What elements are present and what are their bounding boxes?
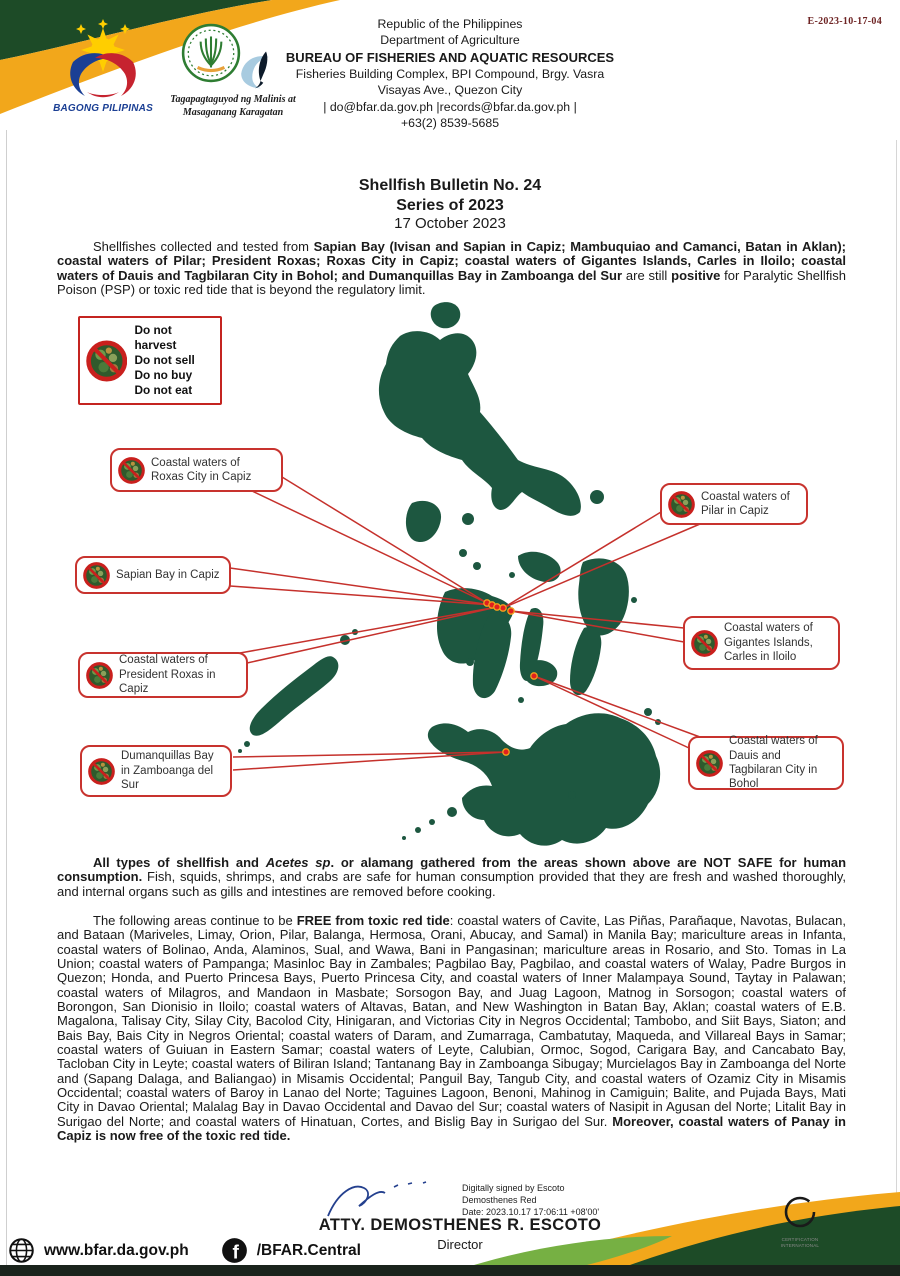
legend-line-eat: Do not eat — [134, 383, 193, 398]
signatory-role: Director — [437, 1237, 483, 1252]
map-callout-roxas-city-capiz — [110, 448, 283, 492]
callout-label: Coastal waters of President Roxas in Capiz — [119, 654, 216, 696]
footer-facebook: /BFAR.Central — [256, 1241, 361, 1259]
legend-line-harvest: Do not harvest — [134, 323, 177, 353]
map-callout-sapian-bay-capiz — [75, 556, 231, 594]
no-shellfish-icon — [668, 491, 695, 518]
globe-icon — [8, 1237, 35, 1264]
letterhead-department: Department of Agriculture — [380, 33, 520, 48]
facebook-icon — [221, 1237, 248, 1264]
footer-contact-bar — [8, 1237, 361, 1264]
callout-label: Coastal waters of Roxas City in Capiz — [151, 456, 252, 483]
callout-label: Coastal waters of Gigantes Islands, Carles in Iloilo — [724, 622, 813, 664]
bulletin-date: 17 October 2023 — [394, 215, 506, 233]
bagong-pilipinas-caption: BAGONG PILIPINAS — [53, 103, 153, 114]
paragraph-safety-advice: All types of shellfish and Acetes sp. or alamang gathered from the areas shown above are NOT SAFE for human consumption. Fish, squids, shrimps, and crabs are safe for human consumption provided that they are fresh and washed thoroughly, and internal organs such as gills and intestines are removed before cooking. — [57, 855, 847, 899]
letterhead-address-2: Visayas Ave., Quezon City — [377, 83, 523, 98]
map-callout-pilar-capiz — [660, 483, 808, 525]
no-shellfish-icon — [86, 340, 127, 382]
letterhead-phone: +63(2) 8539-5685 — [400, 116, 500, 130]
da-logo-caption: Tagapagtaguyod ng Malinis at Masaganang Karagatan — [170, 94, 296, 118]
paragraph-free-areas: The following areas continue to be FREE from toxic red tide: coastal waters of Cavite, Las Piñas, Parañaque, Navotas, Bulacan, and Bataan (Mariveles, Limay, Orion, Pilar, Balanga, Hermosa, Orani, Abucay, and Samal) in Manila Bay; mariculture areas in Infanta, coastal waters of Bolinao, Anda, Alaminos, Sual, and Wawa, Bani in Pangasinan; mariculture areas in Rosario, and Sto. Tomas in La Union; coastal waters of Pampanga; Masinloc Bay in Zambales; Pagbilao Bay, Pagbilao, and coastal waters of Walay, Padre Burgos in Quezon; Honda, and Puerto Princesa Bays, Puerto Princesa City, and coastal waters of Inner Malampaya Sound, Taytay in Palawan; coastal waters of Milagros, and Mandaon in Masbate; Sorsogon Bay, and Juag Lagoon, Matnog in Sorsogon; coastal waters of Borongon, San Dionisio in Iloilo; coastal waters of Altavas, Batan, and New Washington in Batan Bay, Aklan; coastal waters of E.B. Magalona, Talisay City, Silay City, Bacolod City, Hinigaran, and Victorias City in Negros Occidental; Tambobo, and Siit Bays, Siaton; and Bais Bay, Bais City in Negros Oriental; coastal waters of Daram, and Zumarraga, Cambatutay, Maqueda, and Villareal Bays in Samar; coastal waters of Guiuan in Eastern Samar; coastal waters of Leyte, Calubian, Ormoc, Sogod, Carigara Bay, and Cancabato Bay, Tacloban City in Leyte; coastal waters of Biliran Island; Tantanang Bay in Zamboanga Sibugay; Murcielagos Bay in Zamboanga del Norte and (Sapang Dalaga, and Baliangao) in Misamis Occidental; Panguil Bay, Tangub City, and coastal waters of Ozamiz City in Misamis Occidental; coastal waters of Baroy in Lanao del Norte; Taguines Lagoon, Benoni, Mahinog in Camiguin; Balite, and Pujada Bays, Mati City in Davao Oriental; Malalag Bay in Davao Occidental and Davao del Sur; coastal waters of Nasipit in Agusan del Norte; Litalit Bay in Surigao del Norte; and coastal waters of Hinatuan, Cortes, and Bislig Bay in Surigao del Sur. Moreover, coastal waters of Panay in Capiz is now free of the toxic red tide. — [57, 913, 846, 1144]
no-shellfish-icon — [696, 750, 723, 777]
map-callout-dumanquillas-zamboanga — [80, 745, 232, 797]
certification-caption-2: INTERNATIONAL — [780, 1242, 820, 1248]
document-reference-number: E-2023-10-17-04 — [807, 16, 882, 27]
paragraph-positive-areas: Shellfishes collected and tested from Sapian Bay (Ivisan and Sapian in Capiz; Mambuquiao and Camanci, Batan in Aklan); coastal waters of Pilar; President Roxas; Roxas City in Capiz; coastal waters of Gigantes Islands, Carles in Iloilo; coastal waters of Dauis and Tagbilaran City in Bohol; and Dumanquillas Bay in Zamboanga del Sur are still positive for Paralytic Shellfish Poison (PSP) or toxic red tide that is beyond the regulatory limit. — [57, 239, 846, 298]
map-callout-dauis-tagbilaran-bohol — [688, 736, 844, 790]
letterhead-bureau: BUREAU OF FISHERIES AND AQUATIC RESOURCES — [285, 49, 615, 65]
no-shellfish-icon — [691, 630, 718, 657]
certification-logo — [772, 1194, 828, 1249]
warning-legend-box — [78, 316, 222, 405]
callout-label: Sapian Bay in Capiz — [116, 568, 220, 581]
certification-ring-icon — [780, 1194, 820, 1232]
digital-signature-line3: Date: 2023.10.17 17:06:11 +08'00' — [462, 1206, 600, 1217]
legend-line-sell: Do not sell — [134, 353, 195, 368]
digital-signature-line2: Demosthenes Red — [462, 1194, 537, 1205]
callout-label: Dumanquillas Bay in Zamboanga del Sur — [121, 750, 214, 792]
footer-website: www.bfar.da.gov.ph — [44, 1241, 189, 1259]
signatory-name: ATTY. DEMOSTHENES R. ESCOTO — [318, 1216, 602, 1234]
map-callout-president-roxas-capiz — [78, 652, 248, 698]
bulletin-title: Shellfish Bulletin No. 24 — [358, 177, 542, 194]
callout-label: Coastal waters of Dauis and Tagbilaran City in Bohol — [729, 735, 818, 791]
no-shellfish-icon — [83, 562, 110, 589]
letterhead-republic: Republic of the Philippines — [377, 17, 523, 31]
letterhead-emails: | do@bfar.da.gov.ph |records@bfar.da.gov.ph | — [323, 99, 577, 114]
certification-caption-1: CERTIFICATION — [781, 1237, 819, 1242]
digital-signature-line1: Digitally signed by Escoto — [462, 1183, 565, 1193]
legend-line-buy: Do no buy — [134, 368, 193, 383]
svg-text:f: f — [232, 1242, 239, 1264]
no-shellfish-icon — [88, 758, 115, 785]
no-shellfish-icon — [86, 662, 113, 689]
callout-label: Coastal waters of Pilar in Capiz — [701, 490, 790, 517]
bulletin-series: Series of 2023 — [396, 196, 504, 214]
no-shellfish-icon — [118, 457, 145, 484]
letterhead-address-1: Fisheries Building Complex, BPI Compound, Brgy. Vasra — [295, 66, 605, 81]
map-callout-gigantes-carles-iloilo — [683, 616, 840, 670]
